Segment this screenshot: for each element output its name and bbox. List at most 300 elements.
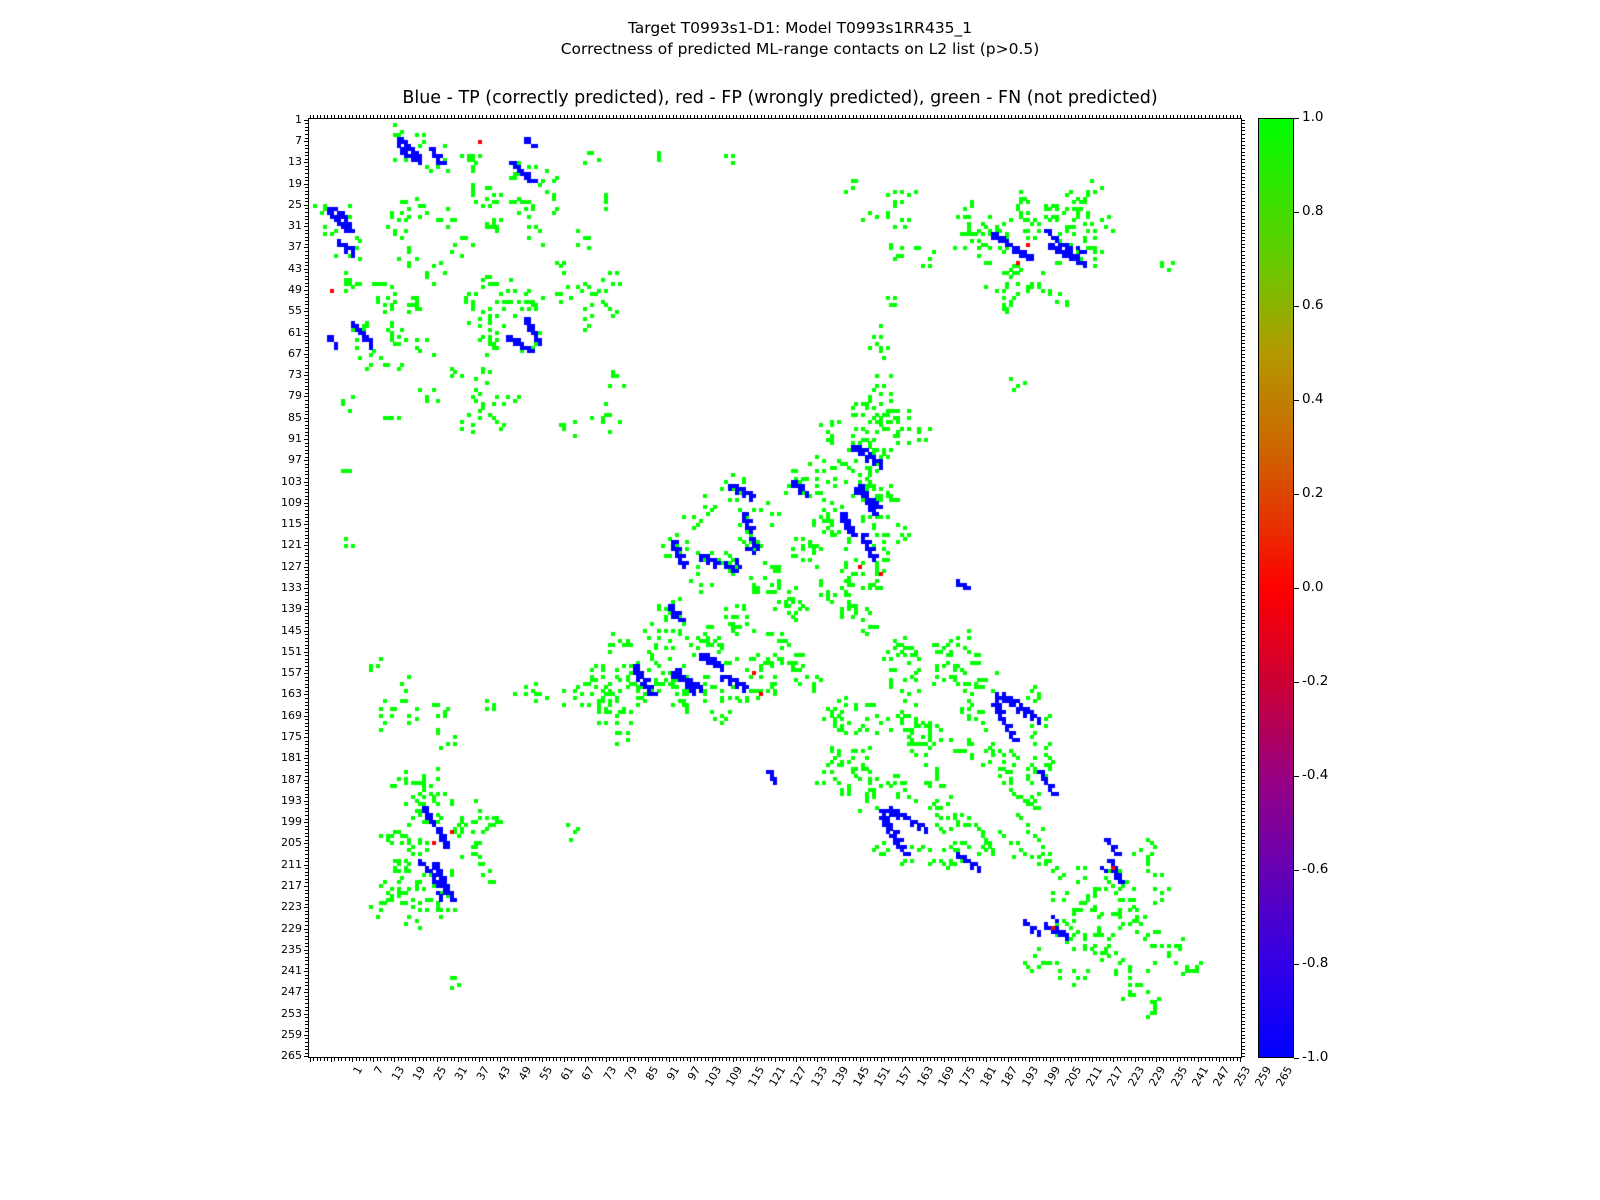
y-minor-tick-right xyxy=(1242,595,1245,596)
y-minor-tick xyxy=(305,347,308,348)
x-minor-tick-top xyxy=(835,115,836,118)
y-minor-tick-right xyxy=(1242,833,1245,834)
y-minor-tick xyxy=(305,960,308,961)
x-minor-tick xyxy=(715,1058,716,1061)
y-minor-tick-right xyxy=(1242,719,1245,720)
y-minor-tick-right xyxy=(1242,1042,1245,1043)
y-minor-tick xyxy=(305,1014,308,1015)
y-minor-tick-right xyxy=(1242,432,1245,433)
x-minor-tick xyxy=(574,1058,575,1061)
x-tick-label: 163 xyxy=(914,1064,936,1089)
y-minor-tick-right xyxy=(1242,730,1245,731)
y-minor-tick-right xyxy=(1242,485,1245,486)
y-minor-tick xyxy=(305,702,308,703)
x-minor-tick xyxy=(581,1058,582,1061)
x-minor-tick xyxy=(835,1058,836,1061)
x-minor-tick-top xyxy=(771,115,772,118)
y-minor-tick-right xyxy=(1242,141,1245,142)
x-minor-tick xyxy=(1240,1058,1241,1061)
y-minor-tick xyxy=(305,272,308,273)
y-minor-tick-right xyxy=(1242,1010,1245,1011)
y-minor-tick xyxy=(305,748,308,749)
y-minor-tick xyxy=(305,152,308,153)
x-minor-tick xyxy=(1050,1058,1051,1061)
y-minor-tick xyxy=(305,914,308,915)
y-minor-tick-right xyxy=(1242,517,1245,518)
y-minor-tick xyxy=(305,503,308,504)
x-minor-tick-top xyxy=(352,115,353,118)
x-tick-label: 169 xyxy=(935,1064,958,1089)
x-minor-tick xyxy=(1025,1058,1026,1061)
x-minor-tick xyxy=(475,1058,476,1061)
y-minor-tick-right xyxy=(1242,563,1245,564)
y-minor-tick-right xyxy=(1242,620,1245,621)
y-minor-tick xyxy=(305,616,308,617)
x-minor-tick xyxy=(1008,1058,1009,1061)
y-minor-tick xyxy=(305,531,308,532)
y-minor-tick-right xyxy=(1242,400,1245,401)
x-minor-tick-top xyxy=(359,115,360,118)
x-minor-tick-top xyxy=(669,115,670,118)
x-minor-tick-top xyxy=(1223,115,1224,118)
y-minor-tick-right xyxy=(1242,599,1245,600)
y-minor-tick-right xyxy=(1242,989,1245,990)
y-minor-tick xyxy=(305,294,308,295)
x-minor-tick xyxy=(863,1058,864,1061)
y-minor-tick xyxy=(305,854,308,855)
x-minor-tick-top xyxy=(1159,115,1160,118)
y-tick-label: 61 xyxy=(288,325,302,339)
y-minor-tick-right xyxy=(1242,272,1245,273)
x-minor-tick-top xyxy=(1212,115,1213,118)
x-minor-tick xyxy=(979,1058,980,1061)
y-minor-tick-right xyxy=(1242,152,1245,153)
x-tick-label: 145 xyxy=(850,1064,873,1089)
x-minor-tick-top xyxy=(1117,115,1118,118)
x-minor-tick xyxy=(951,1058,952,1061)
y-minor-tick xyxy=(305,971,308,972)
y-minor-tick xyxy=(305,482,308,483)
y-minor-tick xyxy=(305,524,308,525)
y-minor-tick-right xyxy=(1242,968,1245,969)
y-minor-tick-right xyxy=(1242,191,1245,192)
y-minor-tick-right xyxy=(1242,666,1245,667)
x-minor-tick-top xyxy=(1230,115,1231,118)
x-minor-tick xyxy=(673,1058,674,1061)
y-minor-tick-right xyxy=(1242,698,1245,699)
y-minor-tick-right xyxy=(1242,574,1245,575)
y-minor-tick-right xyxy=(1242,166,1245,167)
x-minor-tick-top xyxy=(458,115,459,118)
x-minor-tick-top xyxy=(1082,115,1083,118)
x-minor-tick-top xyxy=(905,115,906,118)
x-minor-tick-top xyxy=(997,115,998,118)
x-minor-tick-top xyxy=(814,115,815,118)
x-minor-tick xyxy=(1198,1058,1199,1061)
y-minor-tick-right xyxy=(1242,240,1245,241)
x-minor-tick-top xyxy=(310,115,311,118)
x-minor-tick-top xyxy=(923,115,924,118)
figure-title-line2: Correctness of predicted ML-range contacts on L2 list (p>0.5) xyxy=(560,40,1040,58)
figure-title xyxy=(0,18,1600,60)
x-minor-tick xyxy=(958,1058,959,1061)
x-minor-tick xyxy=(327,1058,328,1061)
y-minor-tick xyxy=(305,992,308,993)
colorbar-tick-mark xyxy=(1294,400,1299,401)
x-minor-tick-top xyxy=(638,115,639,118)
y-minor-tick xyxy=(305,850,308,851)
y-minor-tick xyxy=(305,1056,308,1057)
y-minor-tick-right xyxy=(1242,929,1245,930)
x-minor-tick-top xyxy=(793,115,794,118)
x-minor-tick-top xyxy=(1025,115,1026,118)
y-minor-tick-right xyxy=(1242,255,1245,256)
y-minor-tick-right xyxy=(1242,840,1245,841)
x-minor-tick xyxy=(701,1058,702,1061)
x-minor-tick xyxy=(500,1058,501,1061)
x-minor-tick xyxy=(1015,1058,1016,1061)
x-minor-tick-top xyxy=(1173,115,1174,118)
y-minor-tick-right xyxy=(1242,404,1245,405)
y-minor-tick xyxy=(305,350,308,351)
x-minor-tick xyxy=(666,1058,667,1061)
y-minor-tick-right xyxy=(1242,819,1245,820)
colorbar-tick-label: 0.0 xyxy=(1302,579,1324,595)
x-minor-tick xyxy=(976,1058,977,1061)
y-minor-tick-right xyxy=(1242,577,1245,578)
y-minor-tick xyxy=(305,177,308,178)
x-minor-tick xyxy=(944,1058,945,1061)
y-minor-tick-right xyxy=(1242,865,1245,866)
x-minor-tick-top xyxy=(405,115,406,118)
y-minor-tick-right xyxy=(1242,503,1245,504)
x-minor-tick xyxy=(606,1058,607,1061)
x-minor-tick xyxy=(514,1058,515,1061)
y-minor-tick xyxy=(305,474,308,475)
y-minor-tick xyxy=(305,343,308,344)
y-minor-tick xyxy=(305,155,308,156)
y-minor-tick-right xyxy=(1242,907,1245,908)
x-minor-tick-top xyxy=(750,115,751,118)
x-minor-tick-top xyxy=(810,115,811,118)
x-minor-tick-top xyxy=(874,115,875,118)
x-minor-tick-top xyxy=(821,115,822,118)
x-minor-tick xyxy=(556,1058,557,1061)
y-minor-tick xyxy=(305,609,308,610)
y-minor-tick xyxy=(305,240,308,241)
x-minor-tick xyxy=(451,1058,452,1061)
x-minor-tick-top xyxy=(860,115,861,118)
y-minor-tick xyxy=(305,858,308,859)
x-minor-tick xyxy=(1138,1058,1139,1061)
x-minor-tick xyxy=(1085,1058,1086,1061)
x-minor-tick xyxy=(444,1058,445,1061)
x-tick-label: 43 xyxy=(494,1064,514,1083)
y-minor-tick xyxy=(305,932,308,933)
y-minor-tick xyxy=(305,258,308,259)
y-minor-tick-right xyxy=(1242,169,1245,170)
y-minor-tick-right xyxy=(1242,407,1245,408)
x-minor-tick xyxy=(955,1058,956,1061)
x-minor-tick-top xyxy=(574,115,575,118)
x-minor-tick xyxy=(994,1058,995,1061)
y-minor-tick-right xyxy=(1242,801,1245,802)
y-minor-tick-right xyxy=(1242,964,1245,965)
y-minor-tick-right xyxy=(1242,389,1245,390)
x-minor-tick xyxy=(743,1058,744,1061)
x-minor-tick-top xyxy=(518,115,519,118)
y-minor-tick-right xyxy=(1242,787,1245,788)
y-minor-tick xyxy=(305,432,308,433)
x-minor-tick xyxy=(599,1058,600,1061)
colorbar-tick-label: 1.0 xyxy=(1302,109,1324,125)
x-minor-tick-top xyxy=(1198,115,1199,118)
x-tick-label: 31 xyxy=(452,1064,471,1083)
y-minor-tick-right xyxy=(1242,861,1245,862)
x-minor-tick xyxy=(810,1058,811,1061)
y-minor-tick xyxy=(305,517,308,518)
y-minor-tick-right xyxy=(1242,971,1245,972)
y-minor-tick xyxy=(305,1021,308,1022)
y-minor-tick-right xyxy=(1242,276,1245,277)
x-minor-tick xyxy=(729,1058,730,1061)
x-minor-tick xyxy=(687,1058,688,1061)
y-tick-label: 187 xyxy=(281,772,302,786)
y-minor-tick xyxy=(305,191,308,192)
x-minor-tick xyxy=(546,1058,547,1061)
y-minor-tick-right xyxy=(1242,1031,1245,1032)
y-minor-tick-right xyxy=(1242,847,1245,848)
x-minor-tick xyxy=(1103,1058,1104,1061)
x-minor-tick xyxy=(768,1058,769,1061)
x-minor-tick-top xyxy=(556,115,557,118)
x-minor-tick xyxy=(849,1058,850,1061)
y-minor-tick-right xyxy=(1242,333,1245,334)
y-minor-tick-right xyxy=(1242,201,1245,202)
x-tick-label: 187 xyxy=(998,1064,1021,1089)
colorbar-tick-mark xyxy=(1294,588,1299,589)
y-minor-tick xyxy=(305,815,308,816)
y-minor-tick xyxy=(305,677,308,678)
x-minor-tick xyxy=(401,1058,402,1061)
y-minor-tick-right xyxy=(1242,386,1245,387)
x-minor-tick xyxy=(479,1058,480,1061)
x-minor-tick xyxy=(828,1058,829,1061)
y-minor-tick-right xyxy=(1242,783,1245,784)
y-minor-tick-right xyxy=(1242,1053,1245,1054)
x-minor-tick-top xyxy=(408,115,409,118)
y-minor-tick-right xyxy=(1242,588,1245,589)
y-minor-tick xyxy=(305,946,308,947)
x-minor-tick xyxy=(1099,1058,1100,1061)
x-minor-tick-top xyxy=(634,115,635,118)
x-minor-tick-top xyxy=(437,115,438,118)
x-minor-tick-top xyxy=(398,115,399,118)
y-tick-label: 13 xyxy=(288,155,302,169)
x-minor-tick xyxy=(983,1058,984,1061)
x-minor-tick xyxy=(662,1058,663,1061)
x-minor-tick-top xyxy=(934,115,935,118)
x-minor-tick-top xyxy=(1078,115,1079,118)
y-minor-tick-right xyxy=(1242,418,1245,419)
x-minor-tick xyxy=(860,1058,861,1061)
y-minor-tick-right xyxy=(1242,478,1245,479)
y-minor-tick xyxy=(305,333,308,334)
x-minor-tick xyxy=(1149,1058,1150,1061)
x-minor-tick-top xyxy=(324,115,325,118)
y-minor-tick-right xyxy=(1242,797,1245,798)
x-minor-tick xyxy=(1142,1058,1143,1061)
x-minor-tick-top xyxy=(994,115,995,118)
x-minor-tick xyxy=(1163,1058,1164,1061)
colorbar-tick-mark xyxy=(1294,870,1299,871)
x-minor-tick-top xyxy=(1180,115,1181,118)
y-minor-tick xyxy=(305,201,308,202)
x-minor-tick-top xyxy=(1216,115,1217,118)
colorbar-tick-label: 0.8 xyxy=(1302,203,1324,219)
y-minor-tick-right xyxy=(1242,219,1245,220)
y-minor-tick-right xyxy=(1242,464,1245,465)
y-minor-tick xyxy=(305,464,308,465)
x-minor-tick-top xyxy=(955,115,956,118)
y-minor-tick-right xyxy=(1242,1038,1245,1039)
x-minor-tick-top xyxy=(606,115,607,118)
y-tick-label: 211 xyxy=(281,857,302,871)
x-minor-tick xyxy=(627,1058,628,1061)
y-minor-tick-right xyxy=(1242,506,1245,507)
y-tick-label: 241 xyxy=(281,964,302,978)
x-tick-label: 19 xyxy=(410,1064,429,1083)
x-minor-tick xyxy=(1011,1058,1012,1061)
y-minor-tick-right xyxy=(1242,744,1245,745)
y-minor-tick xyxy=(305,506,308,507)
y-minor-tick xyxy=(305,336,308,337)
x-tick-label: 139 xyxy=(829,1064,852,1089)
x-minor-tick xyxy=(659,1058,660,1061)
x-minor-tick xyxy=(454,1058,455,1061)
x-minor-tick xyxy=(613,1058,614,1061)
x-minor-tick-top xyxy=(761,115,762,118)
y-tick-label: 127 xyxy=(281,559,302,573)
x-minor-tick xyxy=(511,1058,512,1061)
x-minor-tick-top xyxy=(965,115,966,118)
x-minor-tick xyxy=(1219,1058,1220,1061)
y-tick-label: 223 xyxy=(281,900,302,914)
y-minor-tick-right xyxy=(1242,875,1245,876)
y-minor-tick xyxy=(305,623,308,624)
x-minor-tick xyxy=(324,1058,325,1061)
y-minor-tick xyxy=(305,400,308,401)
y-minor-tick-right xyxy=(1242,794,1245,795)
x-minor-tick xyxy=(377,1058,378,1061)
x-minor-tick-top xyxy=(958,115,959,118)
x-tick-label: 115 xyxy=(745,1064,767,1089)
x-minor-tick xyxy=(384,1058,385,1061)
x-minor-tick-top xyxy=(687,115,688,118)
y-minor-tick xyxy=(305,772,308,773)
y-minor-tick-right xyxy=(1242,946,1245,947)
y-minor-tick-right xyxy=(1242,556,1245,557)
x-minor-tick xyxy=(461,1058,462,1061)
x-minor-tick-top xyxy=(507,115,508,118)
y-tick-label: 205 xyxy=(281,836,302,850)
x-minor-tick xyxy=(747,1058,748,1061)
x-tick-label: 49 xyxy=(515,1064,535,1083)
y-minor-tick xyxy=(305,276,308,277)
y-minor-tick-right xyxy=(1242,687,1245,688)
y-minor-tick-right xyxy=(1242,662,1245,663)
x-minor-tick xyxy=(1209,1058,1210,1061)
x-minor-tick-top xyxy=(666,115,667,118)
x-minor-tick xyxy=(571,1058,572,1061)
y-minor-tick-right xyxy=(1242,758,1245,759)
x-minor-tick xyxy=(609,1058,610,1061)
x-minor-tick xyxy=(722,1058,723,1061)
y-minor-tick xyxy=(305,138,308,139)
x-minor-tick xyxy=(391,1058,392,1061)
x-minor-tick xyxy=(1018,1058,1019,1061)
x-minor-tick xyxy=(359,1058,360,1061)
x-minor-tick xyxy=(719,1058,720,1061)
y-minor-tick-right xyxy=(1242,1017,1245,1018)
x-minor-tick-top xyxy=(1096,115,1097,118)
y-minor-tick xyxy=(305,279,308,280)
y-minor-tick xyxy=(305,776,308,777)
x-minor-tick xyxy=(912,1058,913,1061)
y-minor-tick xyxy=(305,340,308,341)
x-minor-tick xyxy=(1170,1058,1171,1061)
y-minor-tick xyxy=(305,1031,308,1032)
x-minor-tick-top xyxy=(817,115,818,118)
x-minor-tick-top xyxy=(842,115,843,118)
y-minor-tick xyxy=(305,584,308,585)
x-minor-tick xyxy=(923,1058,924,1061)
x-minor-tick xyxy=(884,1058,885,1061)
y-minor-tick xyxy=(305,247,308,248)
y-minor-tick-right xyxy=(1242,435,1245,436)
contact-map-canvas xyxy=(309,119,1241,1057)
y-minor-tick xyxy=(305,684,308,685)
x-minor-tick xyxy=(800,1058,801,1061)
x-minor-tick xyxy=(1113,1058,1114,1061)
colorbar-tick-label: 0.6 xyxy=(1302,297,1324,313)
y-minor-tick-right xyxy=(1242,904,1245,905)
y-minor-tick xyxy=(305,166,308,167)
y-tick-label: 109 xyxy=(281,495,302,509)
x-minor-tick xyxy=(1043,1058,1044,1061)
x-minor-tick xyxy=(486,1058,487,1061)
x-minor-tick-top xyxy=(828,115,829,118)
y-minor-tick-right xyxy=(1242,691,1245,692)
x-minor-tick xyxy=(972,1058,973,1061)
y-tick-label: 193 xyxy=(281,793,302,807)
x-minor-tick xyxy=(853,1058,854,1061)
x-minor-tick-top xyxy=(845,115,846,118)
x-minor-tick-top xyxy=(697,115,698,118)
y-minor-tick xyxy=(305,822,308,823)
x-minor-tick-top xyxy=(504,115,505,118)
y-minor-tick-right xyxy=(1242,634,1245,635)
x-minor-tick xyxy=(856,1058,857,1061)
x-minor-tick xyxy=(1092,1058,1093,1061)
y-minor-tick-right xyxy=(1242,489,1245,490)
x-minor-tick-top xyxy=(715,115,716,118)
x-minor-tick-top xyxy=(1170,115,1171,118)
x-minor-tick xyxy=(1230,1058,1231,1061)
x-minor-tick-top xyxy=(341,115,342,118)
x-minor-tick xyxy=(1089,1058,1090,1061)
x-minor-tick-top xyxy=(493,115,494,118)
